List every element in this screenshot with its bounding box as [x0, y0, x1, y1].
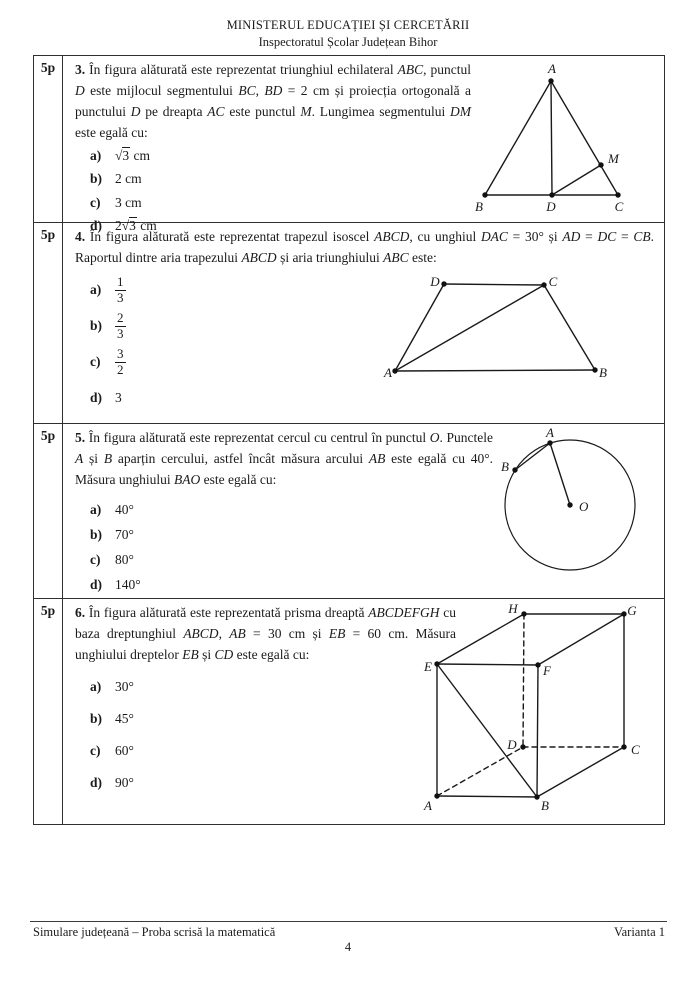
problem-4-content — [63, 223, 664, 423]
circle-figure — [493, 427, 658, 579]
problem-5-content — [63, 424, 664, 598]
option-value: 45° — [115, 711, 134, 726]
option-letter: a) — [90, 147, 102, 163]
option-letter: a) — [90, 282, 102, 297]
option-value: 40° — [115, 501, 134, 517]
problem-5-statement: 5. În figura alăturată este reprezentat cercul cu centrul în punctul O. Punctele A și B aparțin cercului, astfel încât măsura arcului AB este egală cu 40°. Măsura unghiului BAO este egală cu: — [75, 430, 494, 487]
option-value: 30° — [115, 679, 134, 694]
vertex-label-d: D — [507, 737, 517, 752]
option-value: 70° — [115, 526, 134, 542]
option-letter: c) — [90, 354, 101, 369]
problem-3-content — [63, 56, 664, 234]
figure-lines — [395, 284, 595, 371]
option-value: 2√3 cm — [115, 218, 157, 234]
problems-table — [33, 55, 665, 825]
option-letter: b) — [90, 526, 103, 542]
problem-4-row — [34, 223, 664, 424]
equilateral-triangle-figure — [458, 59, 663, 216]
vertex-label-c: C — [548, 274, 558, 289]
page-header — [0, 18, 696, 50]
isosceles-trapezoid-figure — [383, 273, 613, 385]
inspectorate-subtitle: Inspectoratul Școlar Județean Bihor — [258, 35, 438, 49]
problem-5-points: 5p — [34, 424, 63, 598]
vertex-label-h: H — [508, 601, 518, 616]
vertex-label-m: M — [608, 151, 619, 166]
figure-lines — [485, 81, 618, 195]
problem-6-statement: 6. În figura alăturată este reprezentată prisma dreaptă ABCDEFGH cu baza dreptunghiul ABCD, AB = 30 cm și EB = 60 cm. Măsura unghiului dreptelor EB și CD este egală cu: — [75, 605, 456, 662]
point-label-a: A — [546, 427, 554, 440]
option-value: $\frac{3}{2}$ — [117, 345, 124, 377]
problem-6-content — [63, 599, 664, 824]
option-value: 3 cm — [115, 194, 142, 210]
figure-dots — [434, 611, 626, 799]
option-letter: d) — [90, 390, 103, 405]
footer-exam-title: Simulare județeană – Proba scrisă la matematică — [33, 925, 276, 939]
option-value: $\frac{2}{3}$ — [117, 309, 124, 341]
option-value: 90° — [115, 775, 134, 790]
figure-solid-lines — [437, 614, 624, 797]
vertex-label-b: B — [541, 798, 549, 813]
option-letter: b) — [90, 318, 103, 333]
vertex-label-d: D — [546, 199, 556, 214]
vertex-label-b: B — [475, 199, 483, 214]
figure-dots — [392, 281, 597, 373]
rectangular-prism-figure — [423, 601, 661, 816]
option-value: 60° — [115, 743, 134, 758]
vertex-label-a: A — [384, 365, 392, 380]
vertex-label-g: G — [627, 603, 637, 618]
vertex-label-c: C — [631, 742, 640, 757]
footer-divider — [30, 921, 667, 922]
footer-variant: Varianta 1 — [613, 925, 665, 939]
problem-4-statement: 4. În figura alăturată este reprezentat trapezul isoscel ABCD, cu unghiul DAC = 30° și AD = DC = CB. Raportul dintre aria trapezului ABCD și aria triunghiului ABC este: — [75, 229, 654, 265]
option-value: 2 cm — [115, 171, 142, 187]
problem-4-points: 5p — [34, 223, 63, 423]
option-value: $\frac{1}{3}$ — [117, 273, 124, 305]
figure-lines — [515, 443, 570, 505]
option-letter: c) — [90, 551, 101, 567]
figure-dashed-lines — [437, 614, 624, 796]
vertex-label-a: A — [548, 61, 556, 76]
page-footer — [33, 925, 665, 940]
center-label-o: O — [579, 499, 589, 514]
problem-3-statement: 3. În figura alăturată este reprezentat triunghiul echilateral ABC, punctul D este mijlocul segmentului BC, BD = 2 cm și proiecția ortogonală a punctului D pe dreapta AC este punctul M. Lungimea segmentului DM este egală cu: — [75, 62, 472, 140]
option-letter: d) — [90, 218, 103, 234]
problem-6-points: 5p — [34, 599, 63, 824]
option-d — [90, 380, 654, 416]
point-label-b: B — [501, 459, 509, 474]
vertex-label-b: B — [599, 365, 607, 380]
vertex-label-e: E — [424, 659, 432, 674]
option-value: 80° — [115, 551, 134, 567]
ministry-title: MINISTERUL EDUCAȚIEI ȘI CERCETĂRII — [226, 18, 470, 32]
problem-6-row — [34, 599, 664, 824]
problem-3-points: 5p — [34, 56, 63, 222]
option-letter: d) — [90, 576, 103, 592]
option-letter: b) — [90, 171, 103, 187]
vertex-label-a: A — [424, 798, 432, 813]
option-value: √3 cm — [115, 147, 151, 163]
problem-3-row — [34, 56, 664, 234]
vertex-label-f: F — [543, 663, 551, 678]
problem-5-row — [34, 424, 664, 599]
page-number: 4 — [344, 940, 352, 954]
option-letter: a) — [90, 679, 102, 694]
option-letter: d) — [90, 775, 103, 790]
vertex-label-d: D — [430, 274, 440, 289]
figure-dots — [512, 440, 572, 507]
option-letter: a) — [90, 501, 102, 517]
vertex-label-c: C — [614, 199, 624, 214]
option-letter: b) — [90, 711, 103, 726]
option-value: 140° — [115, 576, 141, 592]
option-value: 3 — [115, 390, 122, 405]
option-letter: c) — [90, 743, 101, 758]
option-letter: c) — [90, 194, 101, 210]
